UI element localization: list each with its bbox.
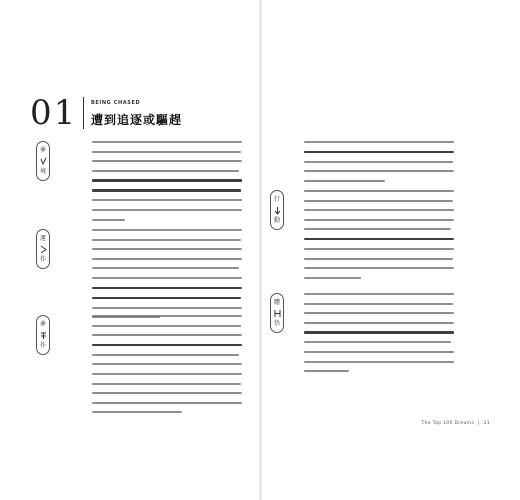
insight-icon <box>274 309 281 318</box>
section-english-label: BEING CHASED <box>91 100 141 106</box>
right-paragraph-2 <box>304 190 454 286</box>
meaning-icon <box>40 331 47 340</box>
badge-top-char: 夢 <box>39 321 46 328</box>
scene-icon <box>40 157 47 166</box>
badge-action <box>270 190 284 230</box>
footer-page-number: 31 <box>483 421 490 426</box>
footer-book-title: The Top 100 Dreams <box>421 421 475 426</box>
badge-bottom-char: 境 <box>39 168 46 175</box>
badge-dream-scene <box>36 141 50 181</box>
section-number: 01 <box>30 93 78 133</box>
badge-top-char: 行 <box>273 196 280 203</box>
mechanism-icon <box>40 245 47 254</box>
badge-top-char: 夢 <box>39 147 46 154</box>
left-paragraph-1 <box>92 141 242 228</box>
section-divider <box>83 97 84 129</box>
right-paragraph-3 <box>304 293 454 380</box>
badge-dream-mechanism <box>36 229 50 269</box>
badge-top-char: 體 <box>273 299 280 306</box>
left-paragraph-3 <box>92 315 242 421</box>
left-paragraph-2 <box>92 229 242 326</box>
page-footer <box>421 421 490 426</box>
badge-bottom-char: 悟 <box>273 320 280 327</box>
badge-dream-meaning <box>36 315 50 355</box>
badge-bottom-char: 作 <box>39 256 46 263</box>
page-fold <box>259 0 262 500</box>
section-title: 遭到追逐或驅趕 <box>91 113 183 127</box>
badge-bottom-char: 作 <box>39 342 46 349</box>
badge-bottom-char: 動 <box>273 217 280 224</box>
footer-separator: | <box>477 421 480 426</box>
action-icon <box>274 206 281 215</box>
badge-top-char: 運 <box>39 235 46 242</box>
badge-insight <box>270 293 284 333</box>
right-paragraph-1 <box>304 141 454 189</box>
